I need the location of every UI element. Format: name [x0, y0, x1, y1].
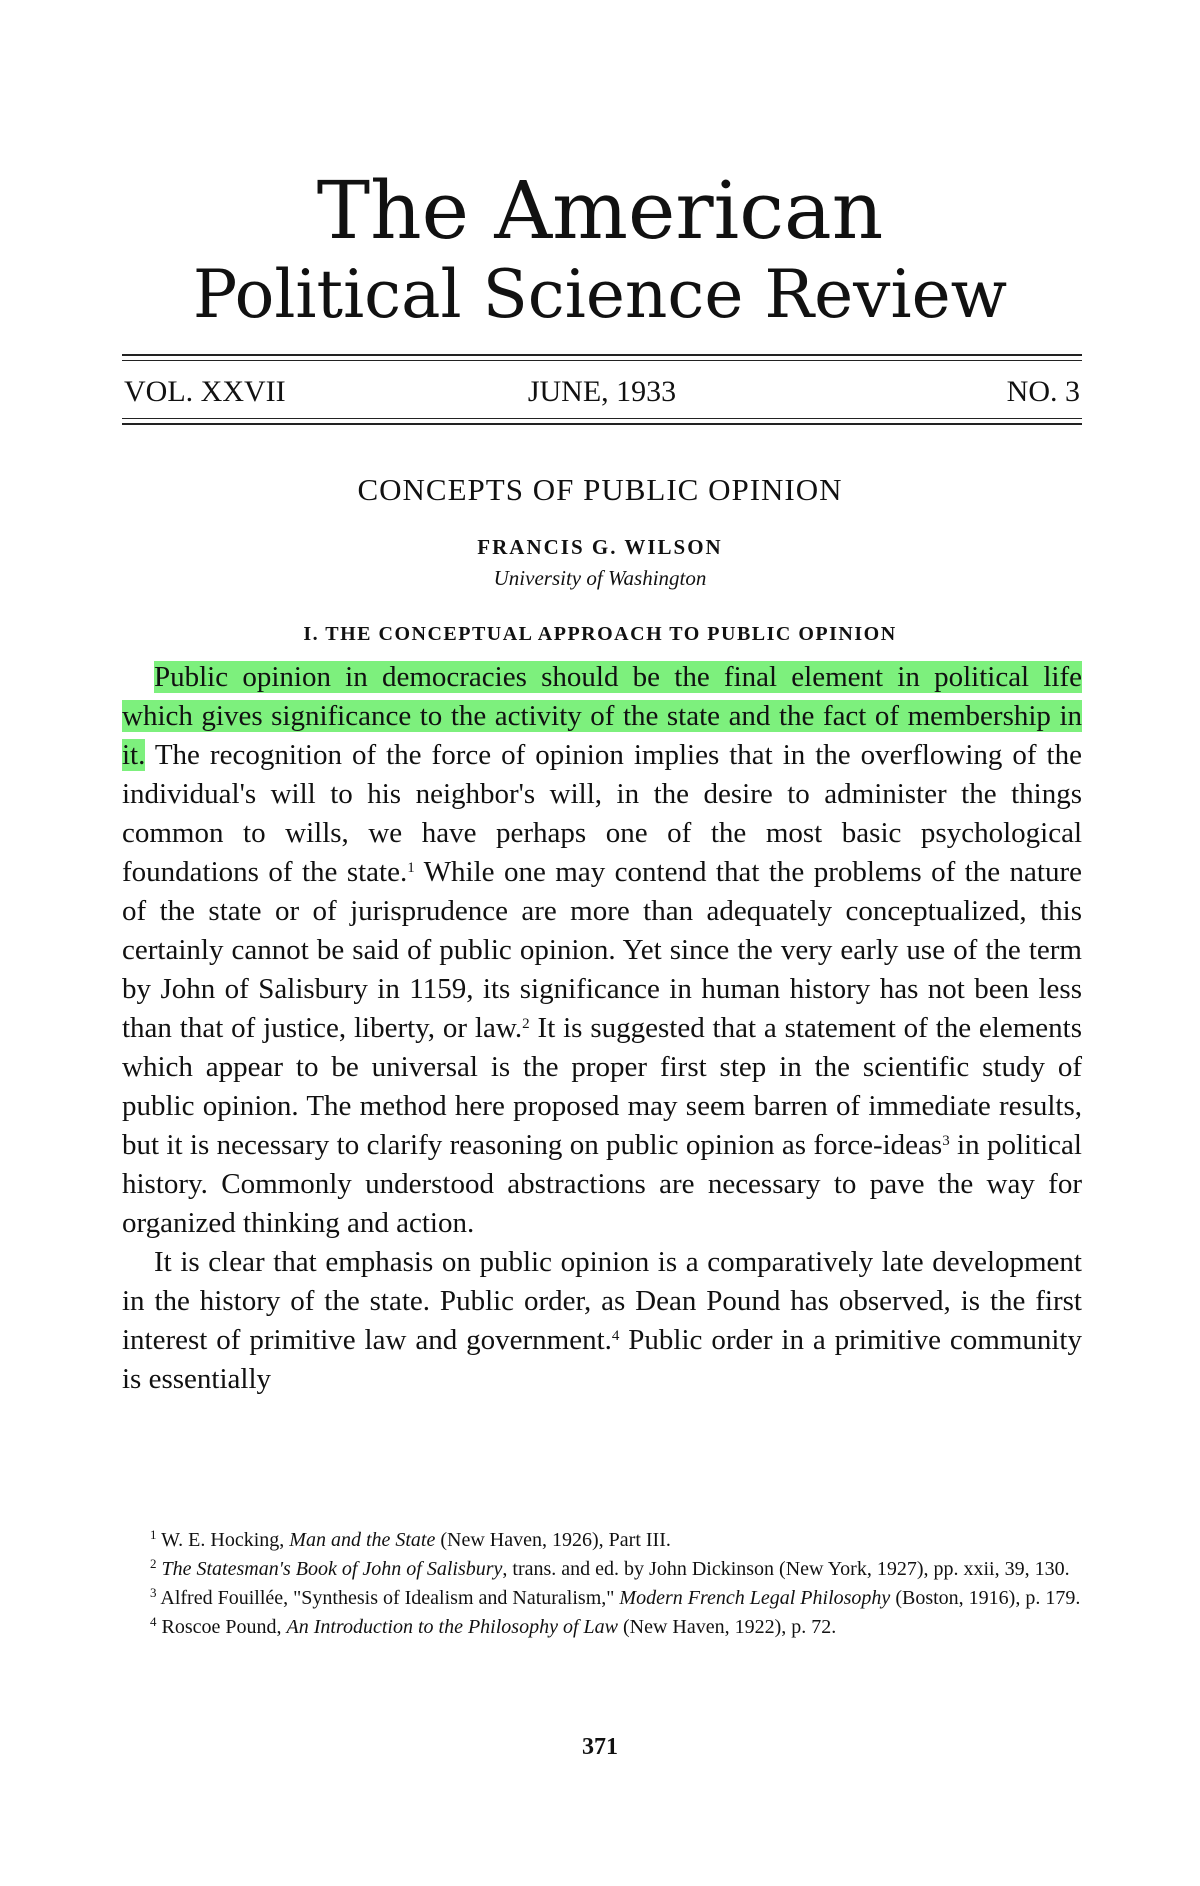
- volume-label: VOL. XXVII: [124, 375, 286, 408]
- footnote: [122, 1555, 1082, 1584]
- footnote-work-title: Modern French Legal Philosophy: [619, 1587, 891, 1609]
- footnotes: [122, 1526, 1082, 1642]
- footnote-ref-4[interactable]: 4: [611, 1328, 620, 1344]
- footnote-ref-3[interactable]: 3: [942, 1133, 950, 1149]
- masthead-rule-top-thin: [122, 360, 1082, 361]
- paragraph-2: [122, 1243, 1082, 1399]
- paragraph-1-text-a: The recognition of the force of opinion implies that in the overflowing of the individual's will to his neighbor's will, in the desire to administer the things common to wills, we have perhaps one of the most basic psychological foundations of the state.: [122, 739, 1082, 888]
- footnote-text: , trans. and ed. by John Dickinson (New York, 1927), pp. xxii, 39, 130.: [502, 1558, 1070, 1580]
- footnote-text: (New Haven, 1926), Part III.: [435, 1529, 671, 1551]
- footnote-number: 3: [150, 1584, 157, 1600]
- paragraph-2-text-b: Public order in a primitive community is essentially: [122, 1324, 1082, 1395]
- footnote-text: (Boston, 1916), p. 179.: [890, 1587, 1081, 1609]
- footnote-text: (New Haven, 1922), p. 72.: [617, 1616, 837, 1638]
- author-affiliation: University of Washington: [493, 566, 707, 590]
- section-heading: I. THE CONCEPTUAL APPROACH TO PUBLIC OPINION: [303, 623, 897, 645]
- footnote-number: 4: [150, 1613, 157, 1629]
- paragraph-1-text-d: in political history. Commonly understood abstractions are necessary to pave the way for organized thinking and action.: [122, 1129, 1082, 1239]
- article-body: [122, 658, 1082, 1399]
- highlighted-text[interactable]: Public opinion in democracies should be the final element in political life which gives significance to the activity of the state and the fact of membership in it.: [122, 661, 1082, 771]
- journal-title-line-1: The American: [316, 164, 884, 257]
- issue-number: NO. 3: [1006, 375, 1080, 408]
- masthead-rule-bottom: [122, 423, 1082, 425]
- article-title: CONCEPTS OF PUBLIC OPINION: [357, 472, 843, 507]
- issue-line: [122, 372, 1082, 412]
- footnote-ref-1[interactable]: 1: [407, 860, 415, 876]
- author-name: FRANCIS G. WILSON: [477, 535, 723, 559]
- paragraph-1-text-b: While one may contend that the problems of the nature of the state or of jurisprudence are more than adequately conceptualized, this certainly cannot be said of public opinion. Yet since the very early use of the term by John of Salisbury in 1159, its significance in human history has not been less than that of justice, liberty, or law.: [122, 856, 1082, 1044]
- footnote-work-title: An Introduction to the Philosophy of Law: [286, 1616, 618, 1638]
- footnote-text: W. E. Hocking,: [156, 1529, 290, 1551]
- page-number: 371: [582, 1734, 618, 1760]
- issue-date: JUNE, 1933: [527, 375, 677, 408]
- paragraph-1: [122, 658, 1082, 1243]
- footnote-work-title: Man and the State: [289, 1529, 436, 1551]
- footnote-number: 2: [150, 1555, 157, 1571]
- masthead-rule-top: [122, 354, 1082, 356]
- footnote-text: Roscoe Pound,: [156, 1616, 287, 1638]
- footnote-work-title: The Statesman's Book of John of Salisbury: [161, 1558, 503, 1580]
- journal-title-line-2: Political Science Review: [192, 256, 1008, 333]
- footnote-ref-2[interactable]: 2: [522, 1016, 530, 1032]
- footnote-number: 1: [150, 1526, 157, 1542]
- footnote: [122, 1584, 1082, 1613]
- masthead-rule-bottom-thin: [122, 418, 1082, 419]
- footnote: [122, 1526, 1082, 1555]
- footnote: [122, 1613, 1082, 1642]
- paragraph-2-text-a: It is clear that emphasis on public opinion is a comparatively late development in the history of the state. Public order, as Dean Pound has observed, is the first interest of primitive law and government.: [122, 1246, 1082, 1356]
- paragraph-1-text-c: It is suggested that a statement of the elements which appear to be universal is the proper first step in the scientific study of public opinion. The method here proposed may seem barren of immediate results, but it is necessary to clarify reasoning on public opinion as force-ideas: [122, 1012, 1083, 1161]
- footnote-text: Alfred Fouillée, "Synthesis of Idealism and Naturalism,": [156, 1587, 620, 1609]
